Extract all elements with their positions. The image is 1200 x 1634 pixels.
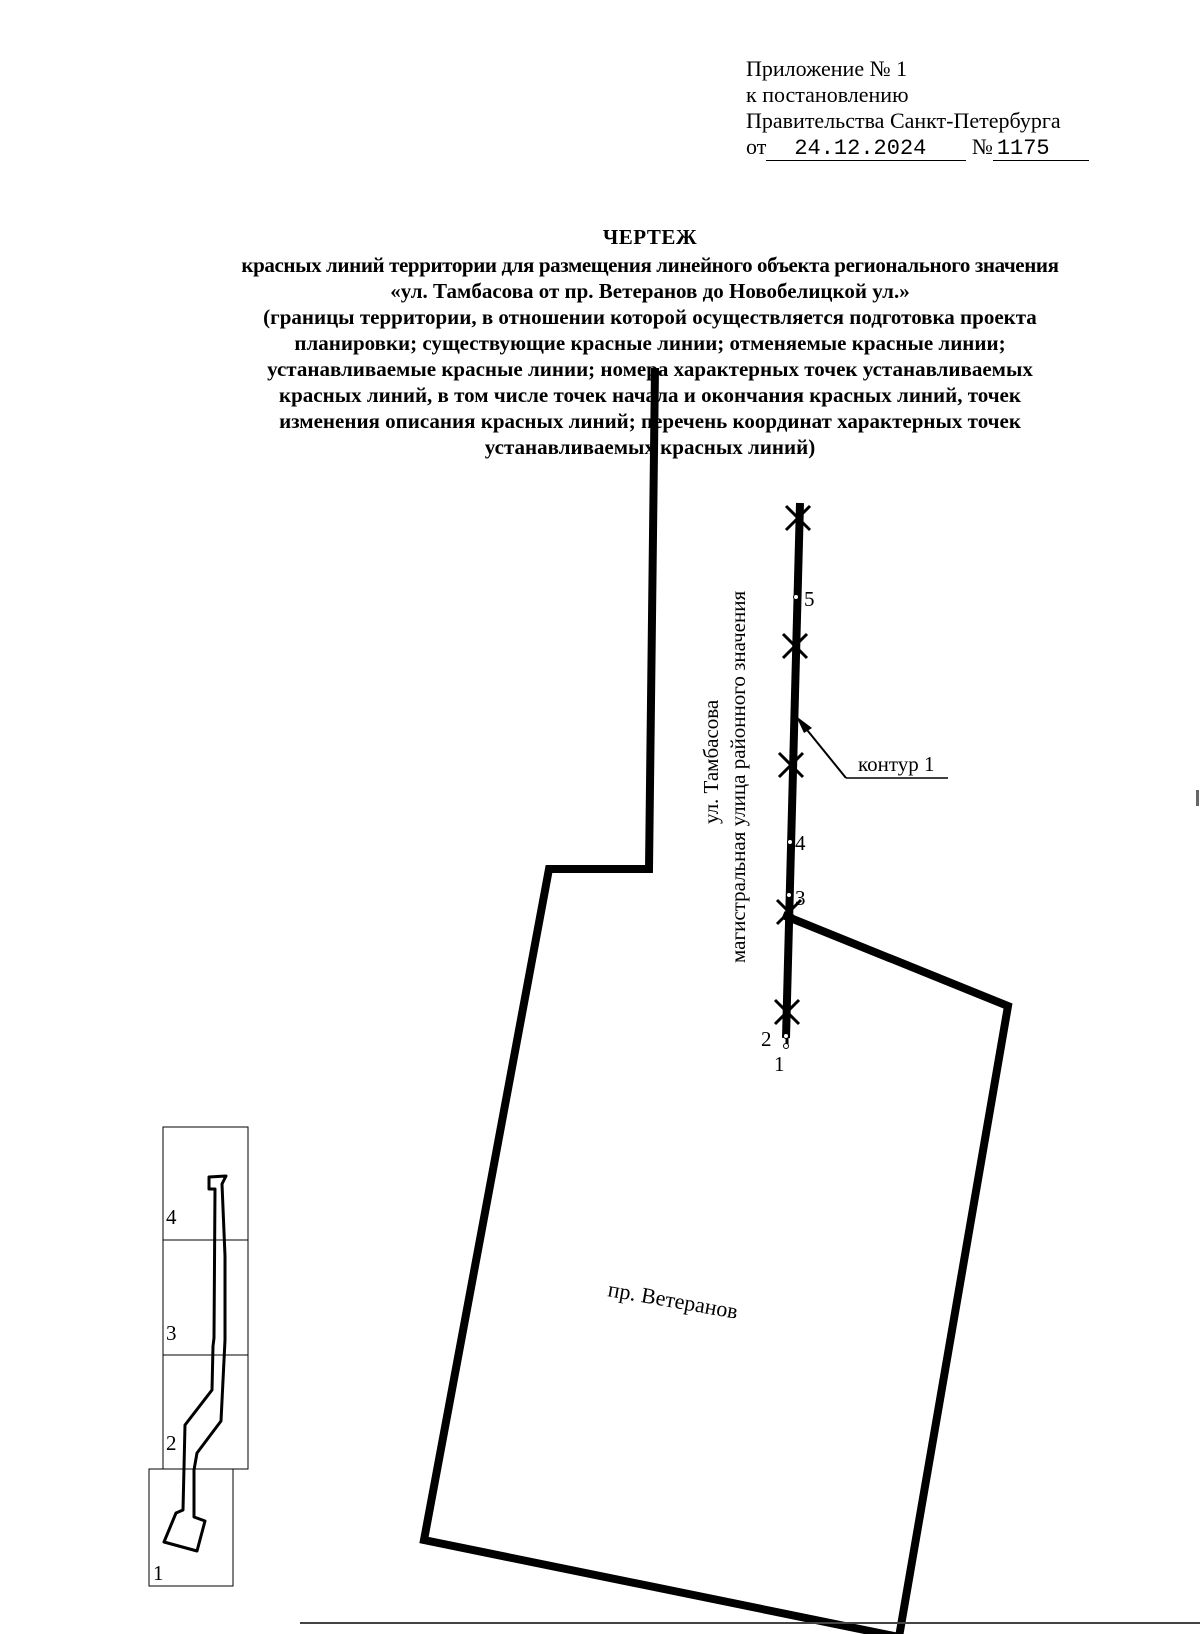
title-line-7: изменения описания красных линий; перечень координат характерных точек <box>279 409 1021 433</box>
point-label-3: 3 <box>795 886 806 910</box>
title-line-3: (границы территории, в отношении которой осуществляется подготовка проекта <box>263 305 1037 329</box>
resolution-number: 1175 <box>996 136 1050 161</box>
point-label-2: 2 <box>761 1027 772 1051</box>
overview-sheet-label-2: 2 <box>166 1431 177 1455</box>
contour-label: контур 1 <box>858 752 935 776</box>
overview-map <box>149 1127 248 1586</box>
appendix-line-1: Приложение № 1 <box>746 56 908 81</box>
overview-sheet-label-1: 1 <box>153 1561 164 1585</box>
territory-boundary <box>424 368 1008 1634</box>
overview-sheet-label-4: 4 <box>166 1205 177 1229</box>
point-marker-3 <box>787 893 792 898</box>
scan-edge-mark <box>1196 790 1199 806</box>
street-category-label: магистральная улица районного значения <box>726 590 750 963</box>
point-label-5: 5 <box>804 587 815 611</box>
contour-arrowhead <box>796 716 812 733</box>
resolution-date: 24.12.2024 <box>794 136 927 161</box>
overview-corridor-outline <box>164 1176 226 1551</box>
title-line-5: устанавливаемые красные линии; номера характерных точек устанавливаемых <box>267 357 1033 381</box>
point-label-1: 1 <box>774 1052 785 1076</box>
appendix-line-2: к постановлению <box>746 82 909 107</box>
from-label: от <box>746 134 767 159</box>
title-heading: ЧЕРТЕЖ <box>602 225 698 249</box>
scan-bottom-edge <box>300 1622 1200 1624</box>
appendix-line-3: Правительства Санкт-Петербурга <box>746 108 1061 133</box>
number-label: № <box>971 134 993 159</box>
overview-sheet-label-3: 3 <box>166 1321 177 1345</box>
point-marker-5 <box>794 595 799 600</box>
title-line-6: красных линий, в том числе точек начала и окончания красных линий, точек <box>279 383 1021 407</box>
point-marker-2 <box>784 1034 789 1039</box>
avenue-label: пр. Ветеранов <box>606 1276 741 1324</box>
point-label-4: 4 <box>795 831 806 855</box>
street-name-label: ул. Тамбасова <box>699 699 723 824</box>
title-line-2: «ул. Тамбасова от пр. Ветеранов до Новобелицкой ул.» <box>390 279 910 303</box>
point-marker-4 <box>788 840 793 845</box>
point-marker-1 <box>784 1044 789 1049</box>
title-line-8: устанавливаемых красных линий) <box>484 435 816 459</box>
title-line-4: планировки; существующие красные линии; отменяемые красные линии; <box>294 331 1006 355</box>
title-line-1: красных линий территории для размещения линейного объекта регионального значения <box>241 253 1059 277</box>
